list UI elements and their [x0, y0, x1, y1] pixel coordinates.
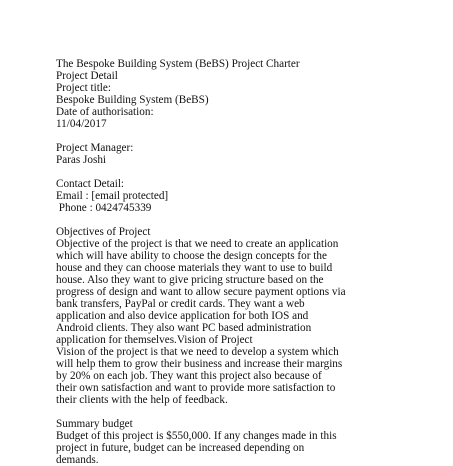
project-title-value: Bespoke Building System (BeBS) [56, 94, 209, 106]
contact-label: Contact Detail: [56, 178, 125, 190]
manager-name: Paras Joshi [56, 154, 107, 166]
objectives-line: Objective of the project is that we need to create an application [56, 238, 339, 250]
budget-line: project in future, budget can be increased depending on [56, 442, 305, 454]
vision-line: by 20% on each job. They want this project also because of [56, 370, 322, 382]
objectives-line: bank transfers, PayPal or credit cards. They want a web [56, 298, 305, 310]
objectives-line: application for themselves.Vision of Project [56, 334, 253, 346]
date-value: 11/04/2017 [56, 118, 107, 130]
budget-line: demands. [56, 454, 99, 466]
objectives-line: house and they can choose materials they want to use to build [56, 262, 333, 274]
spacer [56, 406, 448, 418]
vision-line: will help them to grow their business and increase their margins [56, 358, 343, 370]
vision-line: their clients with the help of feedback. [56, 394, 228, 406]
project-title-label: Project title: [56, 82, 111, 94]
project-charter-text [56, 58, 448, 466]
budget-line: Budget of this project is $550,000. If any changes made in this [56, 430, 337, 442]
objectives-line: Android clients. They also want PC based administration [56, 322, 312, 334]
date-label: Date of authorisation: [56, 106, 154, 118]
vision-line: their own satisfaction and want to provide more satisfaction to [56, 382, 336, 394]
vision-line: Vision of the project is that we need to develop a system which [56, 346, 339, 358]
objectives-line: application and also device application for both IOS and [56, 310, 309, 322]
contact-email: Email : [email protected] [56, 190, 169, 202]
objectives-line: house. Also they want to give pricing structure based on the [56, 274, 324, 286]
contact-phone: Phone : 0424745339 [56, 202, 152, 214]
objectives-line: progress of design and want to allow secure payment options via [56, 286, 346, 298]
spacer [56, 214, 448, 226]
objectives-line: which will have ability to choose the design concepts for the [56, 250, 327, 262]
spacer [56, 130, 448, 142]
project-detail-heading: Project Detail [56, 70, 118, 82]
manager-label: Project Manager: [56, 142, 134, 154]
budget-heading: Summary budget [56, 418, 133, 430]
objectives-heading: Objectives of Project [56, 226, 151, 238]
document-title: The Bespoke Building System (BeBS) Project Charter [56, 58, 300, 70]
spacer [56, 166, 448, 178]
